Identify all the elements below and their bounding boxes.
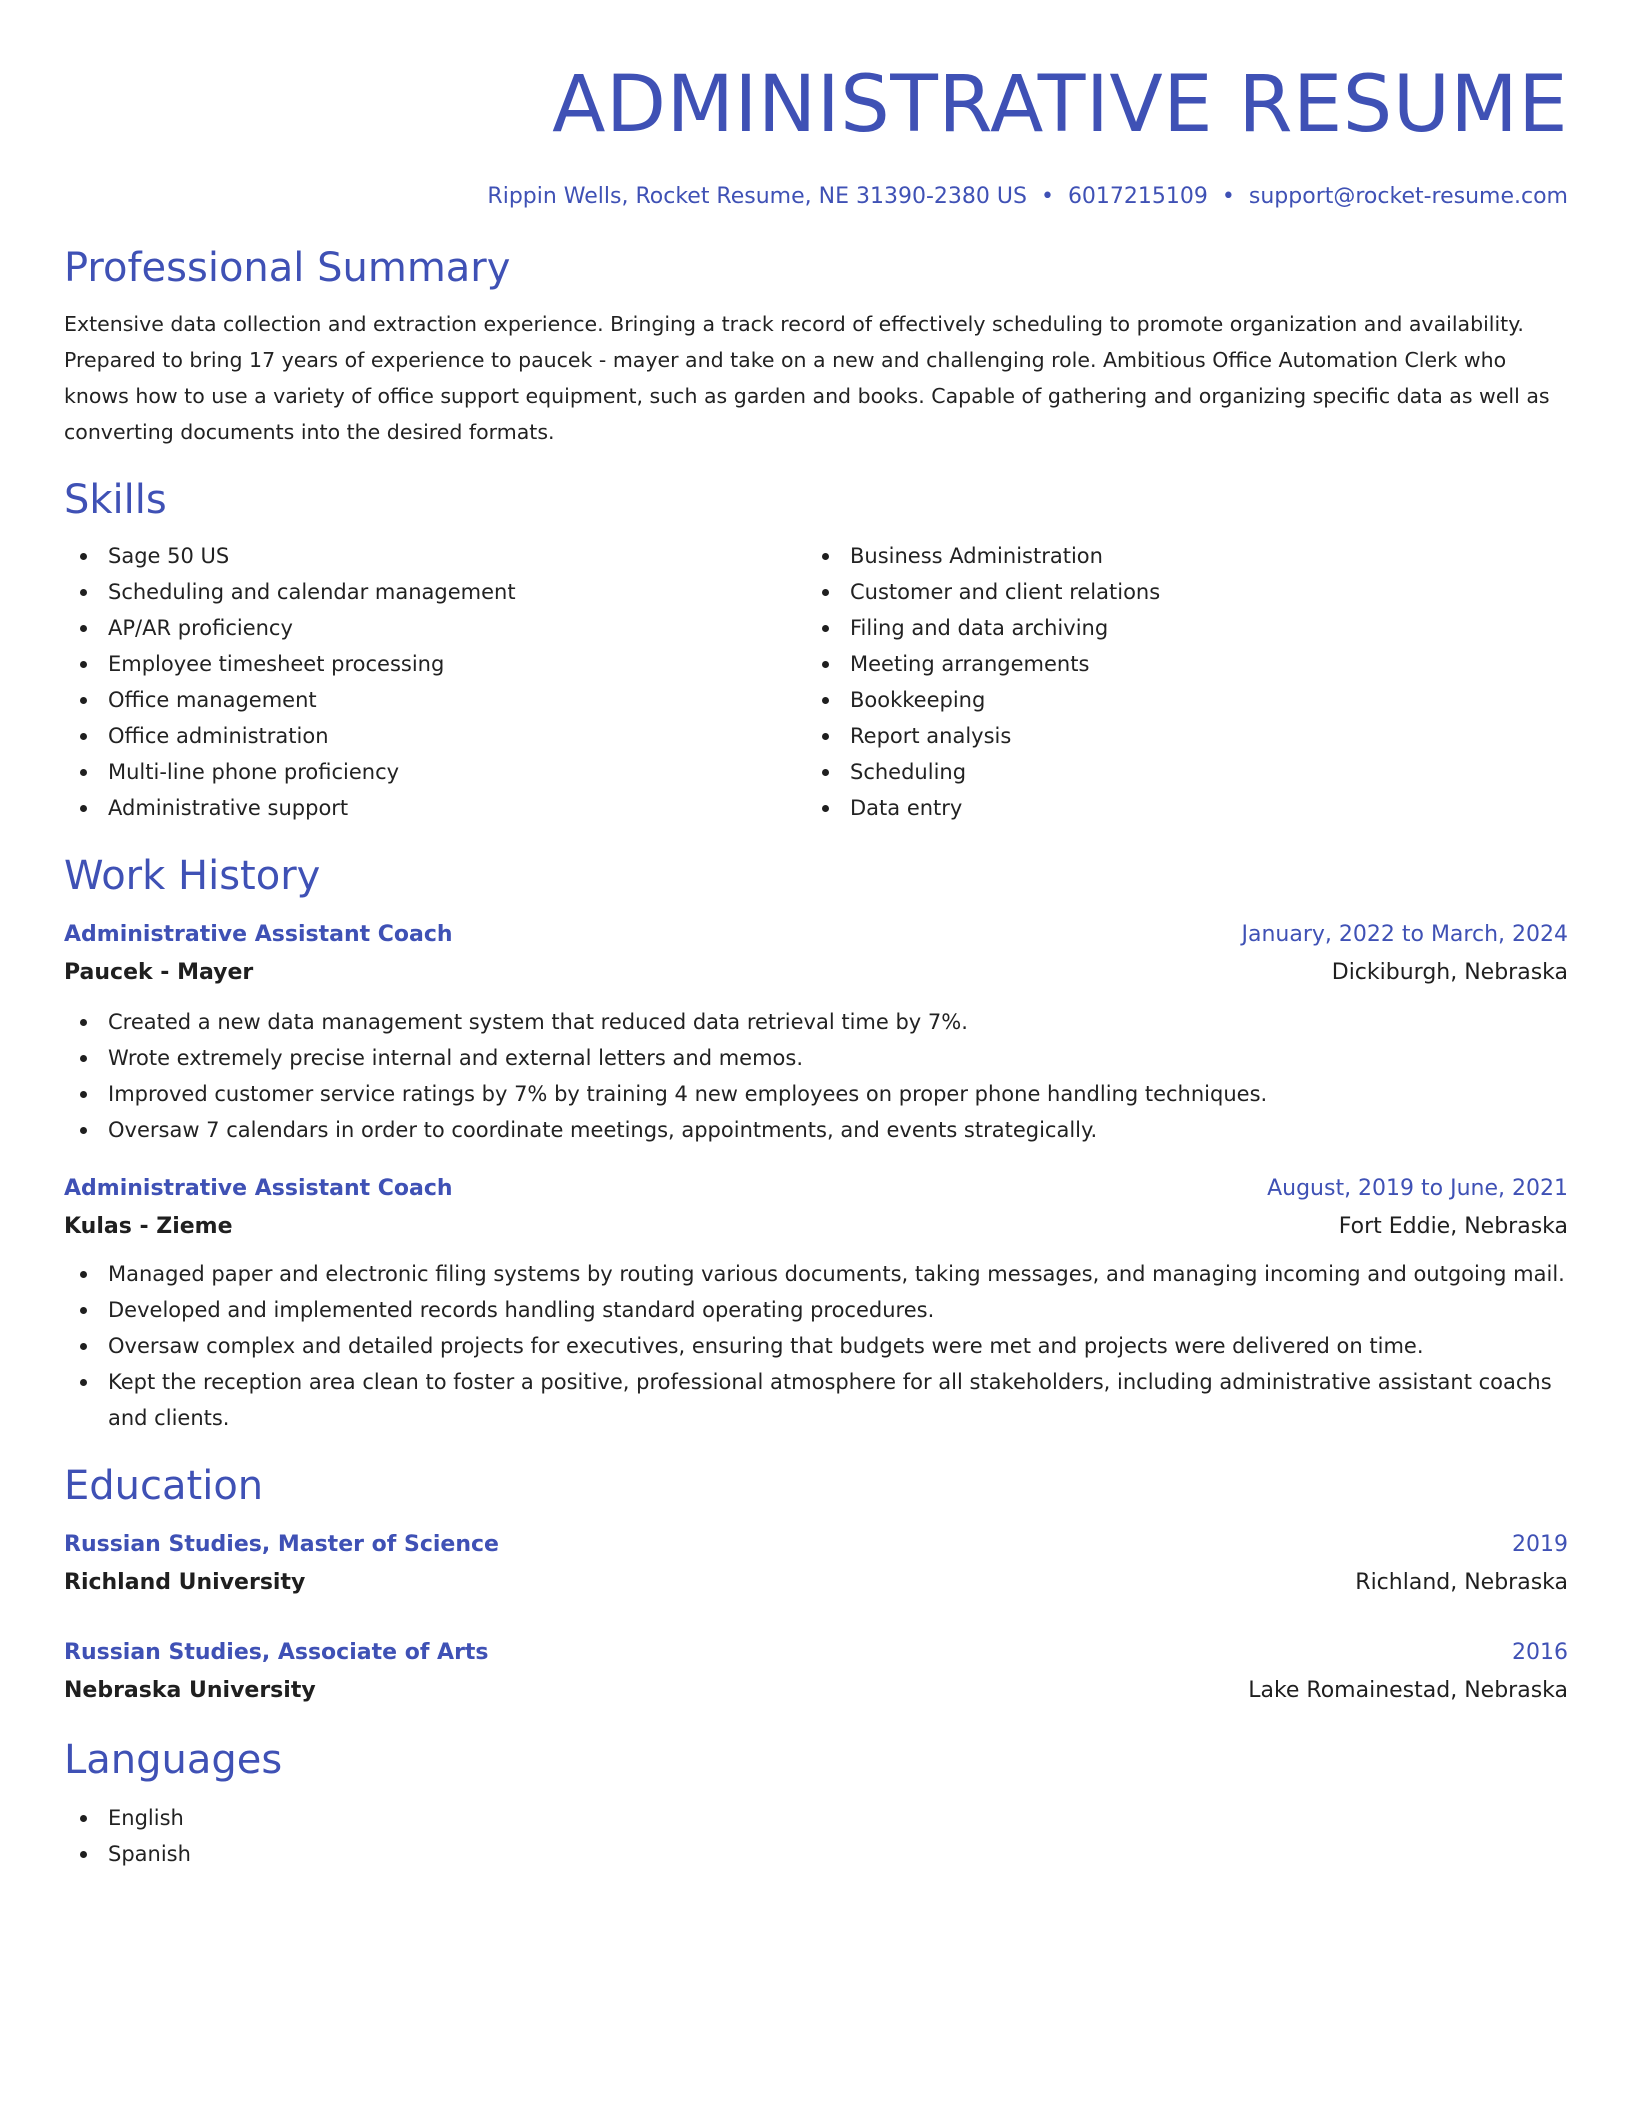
contact-address: Rippin Wells, Rocket Resume, NE 31390-2380 US [487,184,1027,209]
job-location: Dickiburgh, Nebraska [1331,960,1568,985]
skill-item: Administrative support [64,790,806,826]
duty-item: Kept the reception area clean to foster a positive, professional atmosphere for all stakeholders, including administrative assistant coachs and clients. [64,1364,1568,1436]
work-history-heading: Work History [64,853,321,899]
duty-item: Created a new data management system that reduced data retrieval time by 7%. [64,1004,1568,1040]
languages-heading: Languages [64,1737,283,1783]
contact-phone: 6017215109 [1067,184,1208,209]
skill-item: Employee timesheet processing [64,646,806,682]
job-title: Administrative Assistant Coach [64,922,453,947]
school-location: Richland, Nebraska [1355,1570,1568,1595]
job-dates: January, 2022 to March, 2024 [1241,922,1568,947]
school-name: Nebraska University [64,1678,316,1703]
job-entry [64,1170,1568,1436]
job-duties [64,1256,1568,1436]
degree-title: Russian Studies, Associate of Arts [64,1640,489,1665]
skills-column-left [64,538,806,826]
summary-text: Extensive data collection and extraction experience. Bringing a track record of effectively scheduling to promote organization and availability. Prepared to bring 17 years of experience to paucek - mayer and take on a new and challenging role. Ambitious Office Automation Clerk who knows how to use a variety of office support equipment, such as garden and books. Capable of gathering and organizing specific data as well as converting documents into the desired formats. [64,312,1550,444]
skills-column-right [806,538,1548,826]
skill-item: Scheduling [806,754,1548,790]
duty-item: Developed and implemented records handling standard operating procedures. [64,1292,1568,1328]
skill-item: AP/AR proficiency [64,610,806,646]
skill-item: Scheduling and calendar management [64,574,806,610]
duty-item: Wrote extremely precise internal and external letters and memos. [64,1040,1568,1076]
language-item: English [64,1800,1568,1836]
degree-title: Russian Studies, Master of Science [64,1532,499,1557]
resume-title: ADMINISTRATIVE RESUME [552,60,1568,150]
contact-separator: • [1221,184,1235,209]
duty-item: Oversaw complex and detailed projects for executives, ensuring that budgets were met and projects were delivered on time. [64,1328,1568,1364]
school-name: Richland University [64,1570,306,1595]
skill-item: Customer and client relations [806,574,1548,610]
duty-item: Improved customer service ratings by 7% by training 4 new employees on proper phone handling techniques. [64,1076,1568,1112]
summary-heading: Professional Summary [64,245,511,291]
resume-page [64,0,1568,1872]
job-company: Paucek - Mayer [64,960,254,985]
skill-item: Bookkeeping [806,682,1548,718]
school-location: Lake Romainestad, Nebraska [1248,1678,1568,1703]
skill-item: Sage 50 US [64,538,806,574]
skill-item: Office management [64,682,806,718]
job-entry [64,916,1568,1148]
duty-item: Managed paper and electronic filing systems by routing various documents, taking messages, and managing incoming and outgoing mail. [64,1256,1568,1292]
job-duties [64,1004,1568,1148]
language-item: Spanish [64,1836,1568,1872]
skill-item: Business Administration [806,538,1548,574]
degree-year: 2019 [1512,1532,1568,1557]
skill-item: Meeting arrangements [806,646,1548,682]
contact-separator: • [1040,184,1054,209]
skill-item: Multi-line phone proficiency [64,754,806,790]
skill-item: Filing and data archiving [806,610,1548,646]
job-company: Kulas - Zieme [64,1214,233,1239]
languages-list [64,1800,1568,1872]
education-entry [64,1634,1568,1710]
job-title: Administrative Assistant Coach [64,1176,453,1201]
skill-item: Data entry [806,790,1548,826]
job-location: Fort Eddie, Nebraska [1338,1214,1568,1239]
skills-list [64,538,1568,826]
skill-item: Report analysis [806,718,1548,754]
contact-line [64,182,1568,212]
education-entry [64,1526,1568,1602]
skills-heading: Skills [64,477,167,523]
duty-item: Oversaw 7 calendars in order to coordinate meetings, appointments, and events strategically. [64,1112,1568,1148]
contact-email[interactable]: support@rocket-resume.com [1248,184,1568,209]
job-dates: August, 2019 to June, 2021 [1267,1176,1568,1201]
degree-year: 2016 [1512,1640,1568,1665]
skill-item: Office administration [64,718,806,754]
education-heading: Education [64,1463,264,1509]
